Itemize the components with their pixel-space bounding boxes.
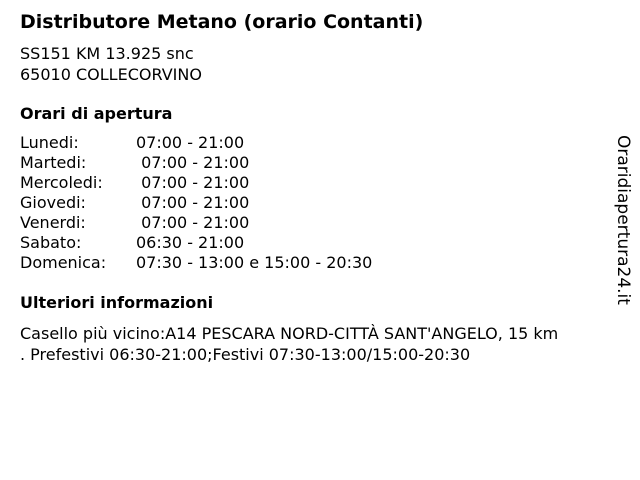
hours-row-tuesday xyxy=(20,153,372,173)
address-block xyxy=(20,43,202,85)
hours-time: 07:00 - 21:00 xyxy=(136,133,245,152)
address-street: SS151 KM 13.925 snc xyxy=(20,44,194,63)
opening-hours-table xyxy=(20,133,372,273)
address-city: 65010 COLLECORVINO xyxy=(20,65,202,84)
hours-time: 07:00 - 21:00 xyxy=(136,193,250,212)
hours-time: 07:30 - 13:00 e 15:00 - 20:30 xyxy=(136,253,373,272)
hours-day: Martedi: xyxy=(20,153,87,172)
hours-day: Domenica: xyxy=(20,253,107,272)
hours-day: Lunedi: xyxy=(20,133,79,152)
additional-info-line: Casello più vicino:A14 PESCARA NORD-CITTÀ SANT'ANGELO, 15 km xyxy=(20,324,559,343)
additional-info-line: . Prefestivi 06:30-21:00;Festivi 07:30-13:00/15:00-20:30 xyxy=(20,345,471,364)
hours-day: Venerdi: xyxy=(20,213,86,232)
hours-time: 07:00 - 21:00 xyxy=(136,173,250,192)
hours-day: Giovedi: xyxy=(20,193,86,212)
hours-day: Mercoledi: xyxy=(20,173,103,192)
hours-time: 07:00 - 21:00 xyxy=(136,153,250,172)
hours-time: 06:30 - 21:00 xyxy=(136,233,245,252)
hours-row-wednesday xyxy=(20,173,372,193)
site-watermark xyxy=(612,135,636,313)
hours-row-sunday xyxy=(20,253,372,273)
page-title: Distributore Metano (orario Contanti) xyxy=(20,11,424,33)
additional-info-heading: Ulteriori informazioni xyxy=(20,293,214,312)
hours-row-saturday xyxy=(20,233,372,253)
hours-row-monday xyxy=(20,133,372,153)
watermark-text: Oraridiapertura24.it xyxy=(613,135,633,305)
hours-row-friday xyxy=(20,213,372,233)
additional-info-text xyxy=(20,323,620,365)
hours-row-thursday xyxy=(20,193,372,213)
hours-time: 07:00 - 21:00 xyxy=(136,213,250,232)
hours-day: Sabato: xyxy=(20,233,82,252)
opening-hours-heading: Orari di apertura xyxy=(20,104,173,123)
